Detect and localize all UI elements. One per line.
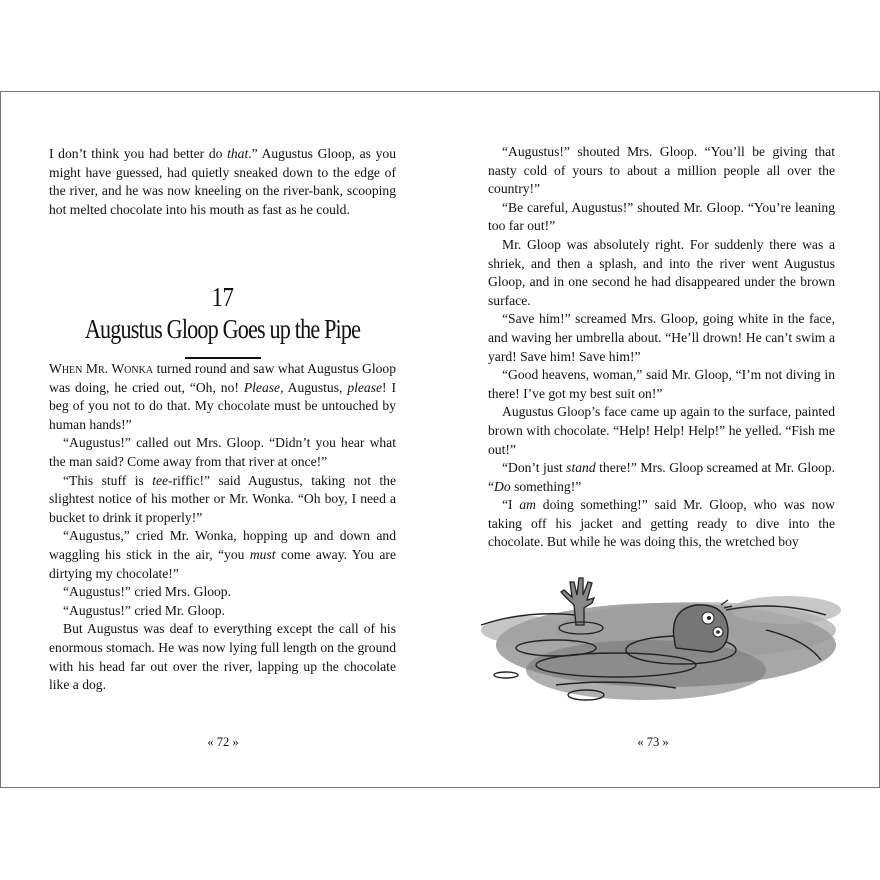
left-page-body bbox=[49, 360, 396, 695]
text-run: turned round and saw what Augustus Gloop was doing, he cried out, “Oh, no! bbox=[49, 361, 396, 395]
italic-text: tee bbox=[152, 472, 169, 488]
text-run: -riffic!” said Augustus, taking not the slightest notice of his mother or Mr. Wonka. “Oh boy, I need a bucket to drink it properly!” bbox=[49, 472, 396, 525]
chapter-number: 17 bbox=[211, 282, 234, 312]
italic-text: am bbox=[519, 497, 536, 513]
paragraph bbox=[49, 620, 396, 694]
italic-text: Please, bbox=[243, 379, 284, 395]
paragraph bbox=[49, 434, 396, 471]
paragraph bbox=[49, 602, 396, 621]
text-run: “This stuff is bbox=[63, 472, 153, 488]
italic-text: Do bbox=[494, 478, 511, 494]
text-run: “Save him!” screamed Mrs. Gloop, going white in the face, and waving her umbrella about. “He’ll drown! He can’t swim a yard! Save him! Save him!” bbox=[488, 311, 835, 364]
chapter-title: Augustus Gloop Goes up the Pipe bbox=[84, 314, 361, 344]
text-run: Augustus Gloop’s face came up again to the surface, painted brown with chocolate. “Help! Help! Help!” he yelled. “Fish me out!” bbox=[488, 404, 835, 457]
text-run: But Augustus was deaf to everything except the call of his enormous stomach. He was now lying full length on the ground with his head far out over the river, lapping up the chocolate like a dog. bbox=[49, 621, 396, 693]
paragraph bbox=[488, 310, 835, 366]
text-run: “Augustus!” cried Mr. Gloop. bbox=[63, 602, 225, 618]
paragraph bbox=[488, 403, 835, 459]
left-page-continued-text bbox=[49, 145, 396, 219]
text-run: doing something!” said Mr. Gloop, who was now taking off his jacket and getting ready to dive into the chocolate. But while he was doing this, the wretched boy bbox=[488, 497, 835, 550]
paragraph bbox=[49, 527, 396, 583]
paragraph bbox=[488, 366, 835, 403]
paragraph bbox=[488, 459, 835, 496]
chocolate-river bbox=[481, 596, 841, 700]
text-run: .” Augustus Gloop, as you might have guessed, had quietly sneaked down to the edge of the river, and he was now kneeling on the river-bank, scooping hot melted chocolate into his mouth as fast as he could. bbox=[49, 146, 397, 217]
text-run: “Augustus,” cried Mr. Wonka, hopping up and down and waggling his stick in the air, “you bbox=[49, 528, 396, 562]
text-run: ! I beg of you not to do that. My chocolate must be untouched by human hands!” bbox=[49, 379, 397, 432]
text-run: something!” bbox=[510, 478, 582, 494]
text-run: I don’t think you had better do bbox=[49, 146, 228, 161]
text-run: “Don’t just bbox=[502, 460, 567, 476]
paragraph bbox=[49, 360, 396, 434]
paragraph bbox=[488, 143, 835, 199]
paragraph bbox=[49, 472, 396, 528]
text-run: come away. You are dirtying my chocolate!” bbox=[49, 546, 396, 581]
text-run: there!” Mrs. Gloop screamed at Mr. Gloop. “ bbox=[488, 460, 835, 494]
text-run: “Augustus!” shouted Mrs. Gloop. “You’ll be giving that nasty cold of yours to about a million people all over the country!” bbox=[488, 144, 835, 197]
text-run: “I bbox=[502, 497, 520, 513]
right-page-body bbox=[488, 143, 835, 552]
paragraph bbox=[49, 145, 396, 219]
italic-text: please bbox=[347, 379, 383, 395]
page-number-left: « 72 » bbox=[207, 735, 239, 749]
text-run: Augustus, bbox=[283, 379, 348, 395]
book-spread bbox=[0, 91, 880, 788]
small-caps-text: When Mr. Wonka bbox=[49, 361, 154, 376]
italic-text: stand bbox=[566, 460, 596, 476]
paragraph bbox=[488, 199, 835, 236]
paragraph bbox=[488, 236, 835, 310]
chapter-title-rule bbox=[185, 357, 261, 359]
paragraph bbox=[488, 496, 835, 552]
text-run: “Good heavens, woman,” said Mr. Gloop, “I’m not diving in there! I’ve got my best suit on!” bbox=[488, 367, 835, 401]
italic-text: must bbox=[249, 546, 276, 562]
illustration-augustus-in-chocolate-river bbox=[466, 570, 851, 720]
text-run: “Be careful, Augustus!” shouted Mr. Gloop. “You’re leaning too far out!” bbox=[488, 199, 835, 234]
paragraph bbox=[49, 583, 396, 602]
page-number-right: « 73 » bbox=[637, 735, 669, 749]
text-run: “Augustus!” called out Mrs. Gloop. “Didn’t you hear what the man said? Come away from that river at once!” bbox=[49, 435, 396, 469]
italic-text: that bbox=[227, 146, 249, 161]
text-run: Mr. Gloop was absolutely right. For suddenly there was a shriek, and then a splash, and into the river went Augustus Gloop, and in one second he had disappeared under the brown surface. bbox=[488, 236, 835, 308]
text-run: “Augustus!” cried Mrs. Gloop. bbox=[63, 584, 232, 600]
